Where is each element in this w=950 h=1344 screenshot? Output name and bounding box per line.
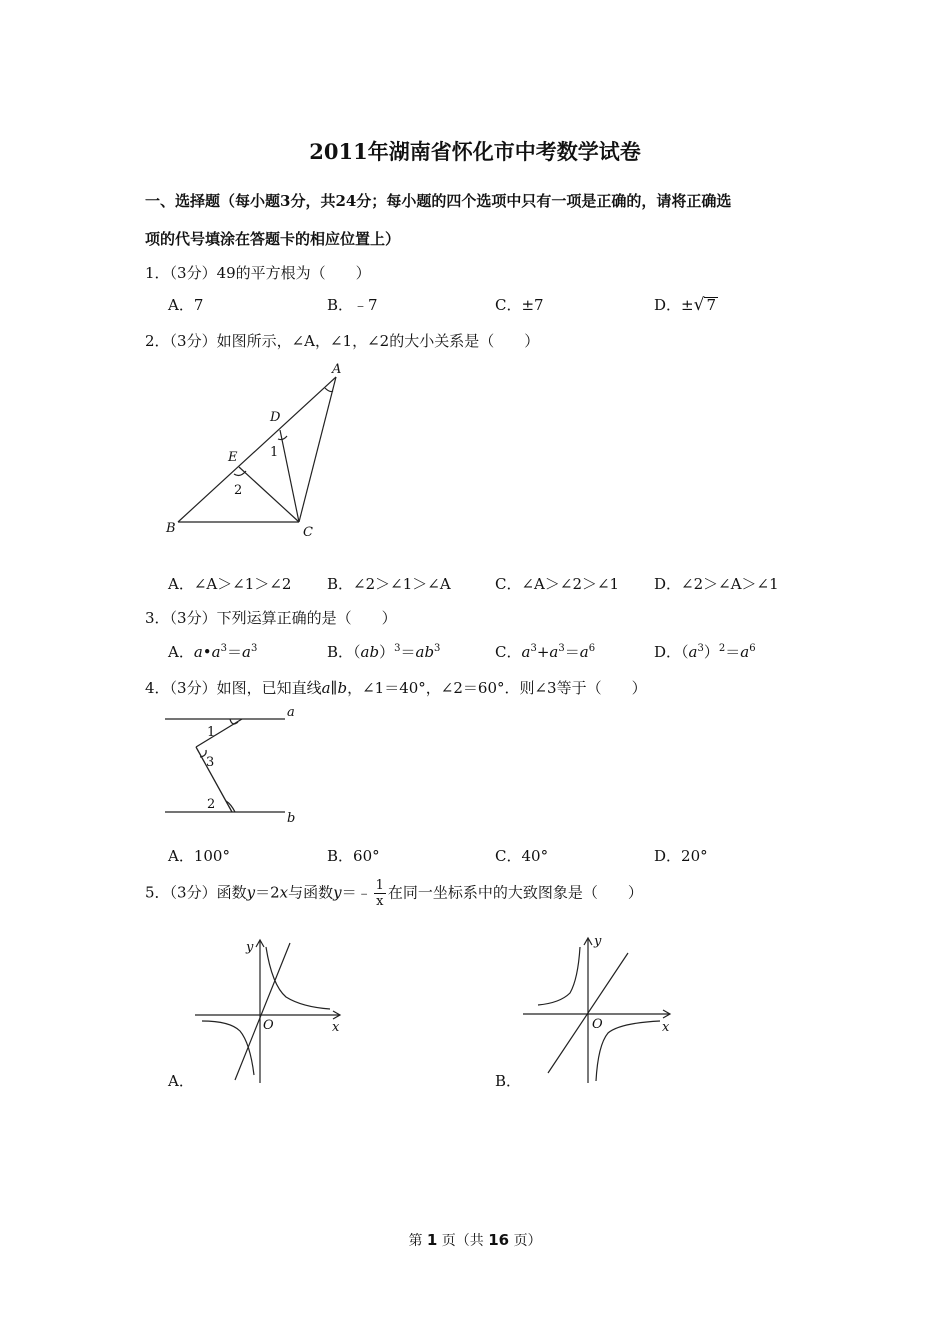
side-ba bbox=[178, 377, 336, 522]
label-angle-1: 1 bbox=[207, 725, 216, 740]
question-number: 4． bbox=[145, 679, 170, 697]
hyperbola-branch-q3 bbox=[202, 1021, 254, 1075]
label-angle-2: 2 bbox=[207, 797, 216, 812]
label-origin: O bbox=[592, 1017, 603, 1032]
q2-option-b[interactable]: B．∠2＞∠1＞∠A bbox=[327, 575, 451, 593]
q1-option-b[interactable]: B．﹣7 bbox=[327, 296, 378, 314]
q2-option-d[interactable]: D．∠2＞∠A＞∠1 bbox=[654, 575, 779, 593]
q1-option-c[interactable]: C．±7 bbox=[495, 296, 544, 314]
label-x: x bbox=[332, 1020, 340, 1035]
question-number: 5． bbox=[145, 883, 170, 902]
label-y: y bbox=[594, 935, 602, 949]
q4-parallel-lines-figure bbox=[160, 700, 310, 830]
fraction-1-over-x: $\frac{1}{x}$ bbox=[375, 878, 384, 909]
angle-a-arc bbox=[325, 388, 333, 392]
q2-option-a[interactable]: A．∠A＞∠1＞∠2 bbox=[168, 575, 292, 593]
q5-option-a[interactable]: A． bbox=[168, 1072, 194, 1090]
q2-triangle-figure bbox=[160, 355, 360, 545]
q4-option-a[interactable]: A．100° bbox=[168, 847, 230, 865]
q1-option-a[interactable]: A．7 bbox=[168, 296, 204, 314]
q2-option-c[interactable]: C．∠A＞∠2＞∠1 bbox=[495, 575, 620, 593]
hyperbola-branch-q2 bbox=[538, 947, 580, 1005]
q3-option-b[interactable]: B．$(ab)^3=ab^3$ bbox=[327, 643, 441, 661]
question-text: （3分）如图所示，∠A，∠1，∠2的大小关系是（ ） bbox=[169, 332, 540, 350]
question-3 bbox=[145, 607, 397, 628]
question-number: 1． bbox=[145, 264, 170, 282]
label-a: a bbox=[287, 705, 295, 720]
label-c: C bbox=[303, 525, 313, 540]
label-a: A bbox=[332, 362, 342, 377]
current-page: 1 bbox=[426, 1231, 438, 1249]
q5-graph-b bbox=[520, 935, 690, 1085]
q1-option-d[interactable]: D．±√ 7 bbox=[654, 295, 716, 315]
label-angle-2: 2 bbox=[234, 483, 243, 498]
label-origin: O bbox=[263, 1018, 274, 1033]
q5-graph-a bbox=[190, 935, 360, 1085]
angle-1-arc bbox=[278, 436, 287, 440]
label-angle-3: 3 bbox=[206, 755, 215, 770]
page-title: 2011年湖南省怀化市中考数学试卷 bbox=[309, 139, 641, 164]
q4-option-c[interactable]: C．40° bbox=[495, 847, 549, 865]
question-5: 5．（3分）函数y＝2x与函数y＝﹣ $\frac{1}{x}$ 在同一坐标系中的大致图象是（ ） bbox=[145, 878, 643, 909]
label-d: D bbox=[270, 410, 281, 425]
question-1 bbox=[145, 262, 371, 283]
label-x: x bbox=[662, 1020, 670, 1035]
section-heading-line1: 一、选择题（每小题3分，共24分；每小题的四个选项中只有一项是正确的，请将正确选 bbox=[145, 192, 732, 210]
page-footer: 第 1 页（共 16 页） bbox=[408, 1231, 542, 1249]
question-text: （3分）下列运算正确的是（ ） bbox=[169, 609, 397, 627]
q3-option-d[interactable]: D．$(a^3)^2=a^6$ bbox=[654, 643, 756, 661]
q5-option-b[interactable]: B． bbox=[495, 1072, 522, 1090]
total-pages: 16 bbox=[488, 1231, 510, 1249]
question-number: 2． bbox=[145, 332, 170, 350]
label-e: E bbox=[228, 450, 238, 465]
label-b: B bbox=[166, 521, 176, 536]
label-b: b bbox=[287, 811, 296, 826]
q3-option-a[interactable]: A．$a•a^3=a^3$ bbox=[168, 643, 258, 661]
question-4: 4．（3分）如图，已知直线a∥b，∠1＝40°，∠2＝60°．则∠3等于（ ） bbox=[145, 679, 647, 697]
radicand: 7 bbox=[706, 296, 716, 314]
line-y-2x bbox=[235, 943, 290, 1080]
section-heading-line2: 项的代号填涂在答题卡的相应位置上） bbox=[145, 230, 401, 248]
q4-option-b[interactable]: B．60° bbox=[327, 847, 380, 865]
q4-option-d[interactable]: D．20° bbox=[654, 847, 708, 865]
question-2 bbox=[145, 330, 539, 351]
side-ca bbox=[299, 377, 336, 522]
question-number: 3． bbox=[145, 609, 170, 627]
label-y: y bbox=[246, 940, 254, 955]
q3-option-c[interactable]: C．$a^3+a^3=a^6$ bbox=[495, 643, 596, 661]
segment-cd bbox=[280, 430, 299, 522]
segment-ce bbox=[239, 467, 299, 522]
question-text: （3分）49的平方根为（ ） bbox=[169, 264, 371, 282]
hyperbola-branch-q4 bbox=[596, 1021, 660, 1081]
label-angle-1: 1 bbox=[270, 445, 279, 460]
